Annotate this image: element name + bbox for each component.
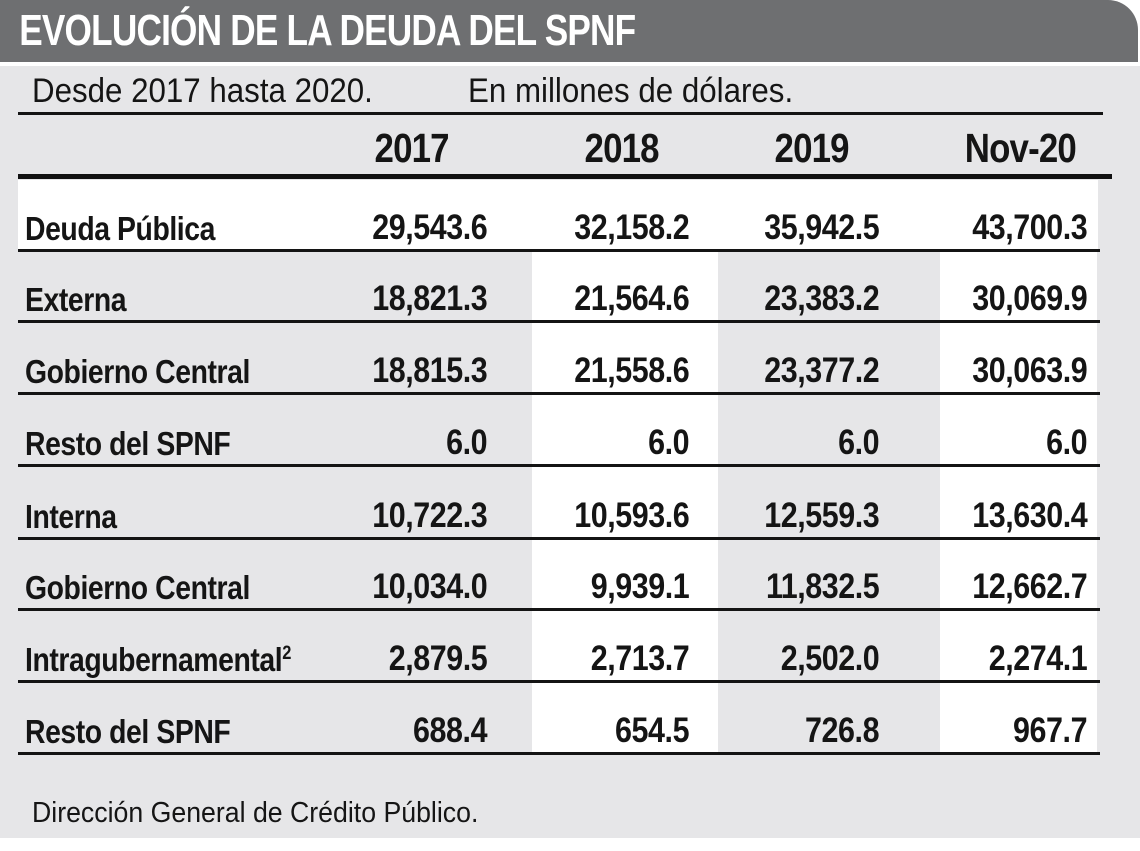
subtitle-divider bbox=[18, 112, 1103, 115]
cell-2017: 18,815.3 bbox=[371, 351, 487, 390]
row-label: Interna bbox=[25, 498, 117, 535]
table-row-resto-spnf-interna bbox=[0, 705, 1140, 751]
cell-2017: 29,543.6 bbox=[371, 208, 487, 247]
source-note: Dirección General de Crédito Público. bbox=[32, 797, 479, 829]
cell-2018: 2,713.7 bbox=[590, 639, 689, 678]
cell-nov20: 30,063.9 bbox=[971, 351, 1087, 390]
page-title: EVOLUCIÓN DE LA DEUDA DEL SPNF bbox=[19, 6, 636, 55]
row-divider bbox=[18, 392, 1100, 395]
cell-2019: 726.8 bbox=[804, 711, 879, 750]
cell-nov20: 12,662.7 bbox=[971, 567, 1087, 606]
cell-2019: 11,832.5 bbox=[765, 567, 879, 606]
footnote-marker: 2 bbox=[282, 643, 291, 664]
table-row-deuda-publica bbox=[0, 202, 1140, 248]
row-label: Externa bbox=[25, 281, 127, 318]
cell-nov20: 43,700.3 bbox=[971, 208, 1087, 247]
cell-2017: 10,034.0 bbox=[371, 567, 487, 606]
table-row-intragubernamental bbox=[0, 633, 1140, 679]
cell-nov20: 2,274.1 bbox=[988, 639, 1087, 678]
cell-2017: 18,821.3 bbox=[371, 279, 487, 318]
row-divider bbox=[18, 464, 1100, 467]
cell-2019: 6.0 bbox=[837, 423, 879, 462]
cell-nov20: 30,069.9 bbox=[971, 279, 1087, 318]
row-divider bbox=[18, 249, 1100, 252]
row-divider bbox=[18, 752, 1100, 755]
cell-2018: 654.5 bbox=[614, 711, 689, 750]
header-divider bbox=[18, 174, 1112, 179]
cell-2018: 6.0 bbox=[647, 423, 689, 462]
cell-2018: 32,158.2 bbox=[573, 208, 689, 247]
cell-2017: 688.4 bbox=[412, 711, 487, 750]
table-row-gobierno-central-interna bbox=[0, 561, 1140, 607]
row-divider bbox=[18, 608, 1100, 611]
cell-2018: 10,593.6 bbox=[573, 496, 689, 535]
column-header-2018: 2018 bbox=[584, 125, 660, 171]
column-header-2019: 2019 bbox=[774, 125, 850, 171]
cell-2017: 2,879.5 bbox=[388, 639, 487, 678]
subtitle-period: Desde 2017 hasta 2020. bbox=[32, 72, 373, 110]
cell-2019: 23,383.2 bbox=[763, 279, 879, 318]
table-row-gobierno-central-externa bbox=[0, 345, 1140, 391]
cell-2019: 2,502.0 bbox=[780, 639, 879, 678]
column-header-2017: 2017 bbox=[374, 125, 450, 171]
row-label: Gobierno Central bbox=[25, 353, 250, 390]
cell-2019: 12,559.3 bbox=[763, 496, 879, 535]
row-label: Intragubernamental$^2$ bbox=[25, 641, 291, 678]
table-row-externa bbox=[0, 273, 1140, 319]
row-divider bbox=[18, 680, 1100, 683]
column-header-nov20: Nov-20 bbox=[964, 125, 1076, 171]
row-label: Deuda Pública bbox=[25, 210, 215, 247]
cell-nov20: 967.7 bbox=[1012, 711, 1087, 750]
row-label: Resto del SPNF bbox=[25, 713, 231, 750]
subtitle-units: En millones de dólares. bbox=[468, 72, 794, 110]
cell-2019: 23,377.2 bbox=[763, 351, 879, 390]
cell-2018: 21,558.6 bbox=[573, 351, 689, 390]
cell-2019: 35,942.5 bbox=[763, 208, 879, 247]
cell-2018: 9,939.1 bbox=[590, 567, 689, 606]
cell-2017: 10,722.3 bbox=[371, 496, 487, 535]
row-label: Resto del SPNF bbox=[25, 425, 231, 462]
cell-2018: 21,564.6 bbox=[573, 279, 689, 318]
row-label: Gobierno Central bbox=[25, 569, 250, 606]
cell-2017: 6.0 bbox=[445, 423, 487, 462]
row-divider bbox=[18, 320, 1100, 323]
table-row-interna bbox=[0, 490, 1140, 536]
row-divider bbox=[18, 537, 1100, 540]
header-bar bbox=[0, 0, 1138, 62]
cell-nov20: 6.0 bbox=[1045, 423, 1087, 462]
cell-nov20: 13,630.4 bbox=[971, 496, 1087, 535]
table-row-resto-spnf-externa bbox=[0, 417, 1140, 463]
